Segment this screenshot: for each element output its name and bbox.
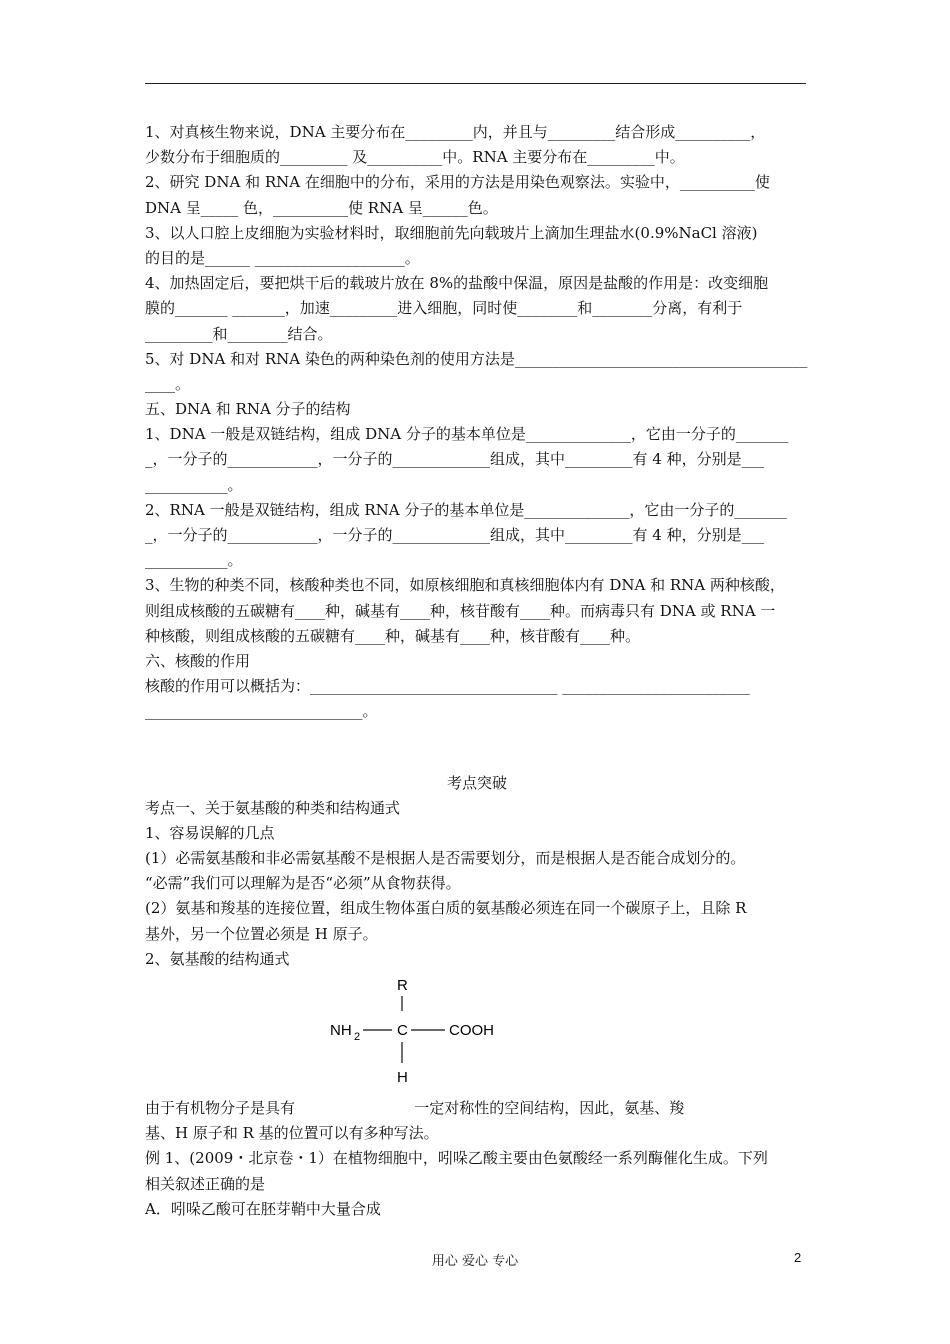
section-heading: 六、核酸的作用 (145, 651, 251, 670)
text-line: (2）氨基和羧基的连接位置，组成生物体蛋白质的氨基酸必须连在同一个碳原子上，且除 R (145, 899, 747, 918)
amino-acid-structural-formula (145, 972, 809, 1096)
section-example (145, 1096, 809, 1222)
page-number: 2 (794, 1250, 802, 1265)
formula-carbon: C (397, 1022, 408, 1039)
text-line: 相关叙述正确的是 (145, 1174, 266, 1193)
formula-carboxyl-group: COOH (449, 1022, 494, 1039)
formula-hydrogen: H (397, 1069, 408, 1086)
text-line: 基外，另一个位置必须是 H 原子。 (145, 924, 378, 943)
section-heading: 五、DNA 和 RNA 分子的结构 (145, 400, 351, 419)
formula-subscript: 2 (354, 1031, 361, 1043)
text-line: 5、对 DNA 和对 RNA 染色的两种染色剂的使用方法是_______________________________________ (145, 349, 808, 368)
text-line: 例 1、(2009・北京卷・1）在植物细胞中，吲哚乙酸主要由色氨酸经一系列酶催化生成。下列 (145, 1149, 768, 1168)
text-line: 考点一、关于氨基酸的种类和结构通式 (145, 798, 401, 817)
text-line: 基、H 原子和 R 基的位置可以有多种写法。 (145, 1124, 439, 1143)
text-line: 膜的_______ _______，加速_________进入细胞，同时使________和________分离，有利于 (145, 299, 743, 318)
answer-option: A．吲哚乙酸可在胚芽鞘中大量合成 (145, 1199, 381, 1218)
text-line: 2、研究 DNA 和 RNA 在细胞中的分布，采用的方法是用染色观察法。实验中，__________使 (145, 173, 770, 192)
text-line: 2、RNA 一般是双链结构，组成 RNA 分子的基本单位是______________，它由一分子的_______ (145, 500, 787, 519)
formula-r-group: R (397, 977, 408, 994)
section-title: 考点突破 (446, 773, 507, 792)
text-line: 1、对真核生物来说，DNA 主要分布在_________内，并且与_________结合形成__________， (145, 123, 766, 141)
text-line: 1、容易误解的几点 (145, 823, 275, 842)
text-line: “必需”我们可以理解为是否“必须”从食物获得。 (145, 874, 461, 893)
text-line: _，一分子的____________，一分子的_____________组成，其中_________有 4 种，分别是___ (145, 526, 765, 544)
text-line: _________和________结合。 (145, 324, 333, 343)
header-rule (145, 83, 806, 84)
text-line: 的目的是______ ____________________。 (145, 248, 420, 267)
text-line: 种核酸，则组成核酸的五碳糖有____种，碱基有____种，核苷酸有____种。 (145, 626, 641, 645)
text-line: 2、氨基酸的结构通式 (145, 949, 290, 968)
formula-amino-group: NH (330, 1022, 352, 1039)
text-line: 3、以人口腔上皮细胞为实验材料时，取细胞前先向载玻片上滴加生理盐水(0.9%NaCl 溶液) (145, 223, 758, 242)
text-line: (1）必需氨基酸和非必需氨基酸不是根据人是否需要划分，而是根据人是否能合成划分的。 (145, 849, 746, 868)
section-fill-in (145, 120, 809, 725)
section-key-points (145, 796, 809, 972)
text-line: 1、DNA 一般是双链结构，组成 DNA 分子的基本单位是______________，它由一分子的_______ (145, 425, 789, 444)
text-line: 少数分布于细胞质的_________ 及__________中。RNA 主要分布在_________中。 (145, 148, 685, 167)
document-body (145, 120, 809, 1222)
text-line: 由于有机物分子是具有 一定对称性的空间结构，因此，氨基、羧 (145, 1099, 685, 1117)
text-line: _，一分子的____________，一分子的_____________组成，其中_________有 4 种，分别是___ (145, 450, 765, 469)
text-line: ___________。 (145, 475, 243, 494)
text-line: ___________。 (145, 551, 243, 570)
text-line: DNA 呈_____ 色，__________使 RNA 呈______色。 (145, 198, 498, 217)
footer-slogan: 用心 爱心 专心 (431, 1254, 519, 1269)
text-line: 4、加热固定后，要把烘干后的载玻片放在 8%的盐酸中保温，原因是盐酸的作用是：改变细胞 (145, 274, 769, 293)
text-line: 3、生物的种类不同，核酸种类也不同，如原核细胞和真核细胞体内有 DNA 和 RNA 两种核酸， (145, 576, 785, 595)
text-line: 则组成核酸的五碳糖有____种，碱基有____种，核苷酸有____种。而病毒只有 DNA 或 RNA 一 (145, 601, 776, 620)
text-line: 核酸的作用可以概括为：_________________________________ _________________________ (145, 677, 750, 696)
text-line: ____。 (145, 374, 191, 393)
text-line: _____________________________。 (145, 702, 378, 721)
